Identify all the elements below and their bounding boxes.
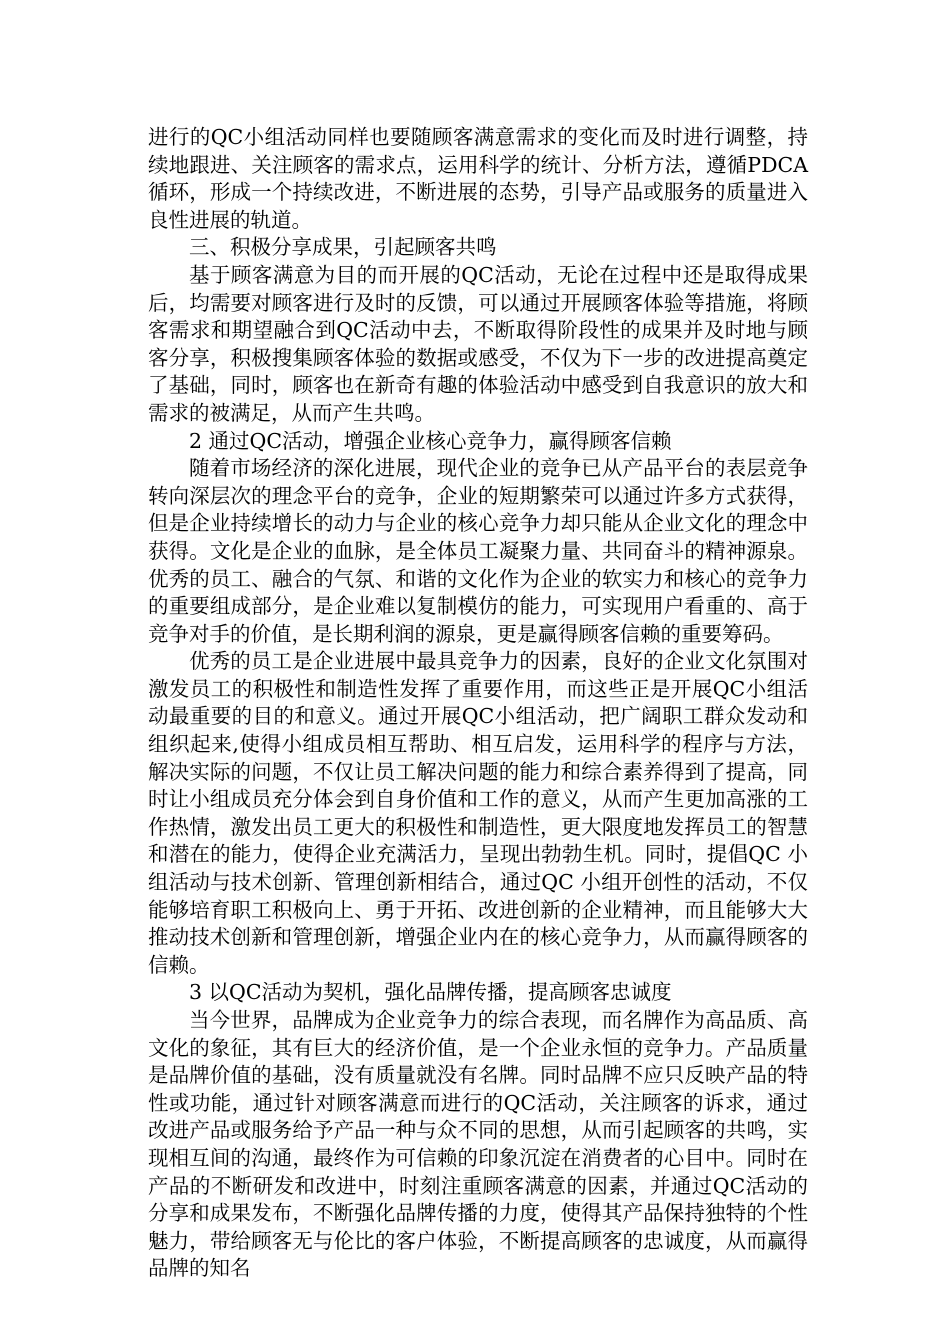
section-heading-share-results: 三、积极分享成果，引起顾客共鸣 (189, 235, 497, 260)
paragraph-continued: 进行的QC小组活动同样也要随顾客满意需求的变化而及时进行调整，持续地跟进、关注顾客的需求点，运用科学的统计、分析方法，遵循PDCA循环，形成一个持续改进，不断进展的态势，引导产品或服务的质量进入良性进展的轨道。 (148, 125, 808, 232)
paragraph-body: 当今世界，品牌成为企业竞争力的综合表现，而名牌作为高品质、高文化的象征，其有巨大的经济价值，是一个企业永恒的竞争力。产品质量是品牌价值的基础，没有质量就没有名牌。同时品牌不应只反映产品的特性或功能，通过针对顾客满意而进行的QC活动，关注顾客的诉求，通过改进产品或服务给予产品一种与众不同的思想，从而引起顾客的共鸣，实现相互间的沟通，最终作为可信赖的印象沉淀在消费者的心目中。同时在产品的不断研发和改进中，时刻注重顾客满意的因素，并通过QC活动的分享和成果发布，不断强化品牌传播的力度，使得其产品保持独特的个性魅力，带给顾客无与伦比的客户体验，不断提高顾客的忠诚度，从而赢得品牌的知名 (148, 1008, 808, 1281)
paragraph-body: 基于顾客满意为目的而开展的QC活动，无论在过程中还是取得成果后，均需要对顾客进行及时的反馈，可以通过开展顾客体验等措施，将顾客需求和期望融合到QC活动中去，不断取得阶段性的成果并及时地与顾客分享，积极搜集顾客体验的数据或感受，不仅为下一步的改进提高奠定了基础，同时，顾客也在新奇有趣的体验活动中感受到自我意识的放大和需求的被满足，从而产生共鸣。 (148, 262, 808, 425)
document-page (148, 124, 808, 1283)
section-heading-brand-loyalty: 3 以QC活动为契机，强化品牌传播，提高顾客忠诚度 (189, 980, 672, 1005)
paragraph-body: 随着市场经济的深化进展，现代企业的竞争已从产品平台的表层竞争转向深层次的理念平台的竞争，企业的短期繁荣可以通过许多方式获得，但是企业持续增长的动力与企业的核心竞争力却只能从企业文化的理念中获得。文化是企业的血脉，是全体员工凝聚力量、共同奋斗的精神源泉。优秀的员工、融合的气氛、和谐的文化作为企业的软实力和核心的竞争力的重要组成部分，是企业难以复制模仿的能力，可实现用户看重的、高于竞争对手的价值，是长期利润的源泉，更是赢得顾客信赖的重要筹码。 (148, 456, 808, 646)
paragraph-body: 优秀的员工是企业进展中最具竞争力的因素，良好的企业文化氛围对激发员工的积极性和制造性发挥了重要作用，而这些正是开展QC小组活动最重要的目的和意义。通过开展QC小组活动，把广阔职工群众发动和组织起来,使得小组成员相互帮助、相互启发，运用科学的程序与方法，解决实际的问题，不仅让员工解决问题的能力和综合素养得到了提高，同时让小组成员充分体会到自身价值和工作的意义，从而产生更加高涨的工作热情，激发出员工更大的积极性和制造性，更大限度地发挥员工的智慧和潜在的能力，使得企业充满活力，呈现出勃勃生机。同时，提倡QC 小组活动与技术创新、管理创新相结合，通过QC 小组开创性的活动，不仅能够培育职工积极向上、勇于开拓、改进创新的企业精神，而且能够大大推动技术创新和管理创新，增强企业内在的核心竞争力，从而赢得顾客的信赖。 (148, 649, 808, 977)
section-heading-core-competitiveness: 2 通过QC活动，增强企业核心竞争力，赢得顾客信赖 (189, 428, 672, 453)
